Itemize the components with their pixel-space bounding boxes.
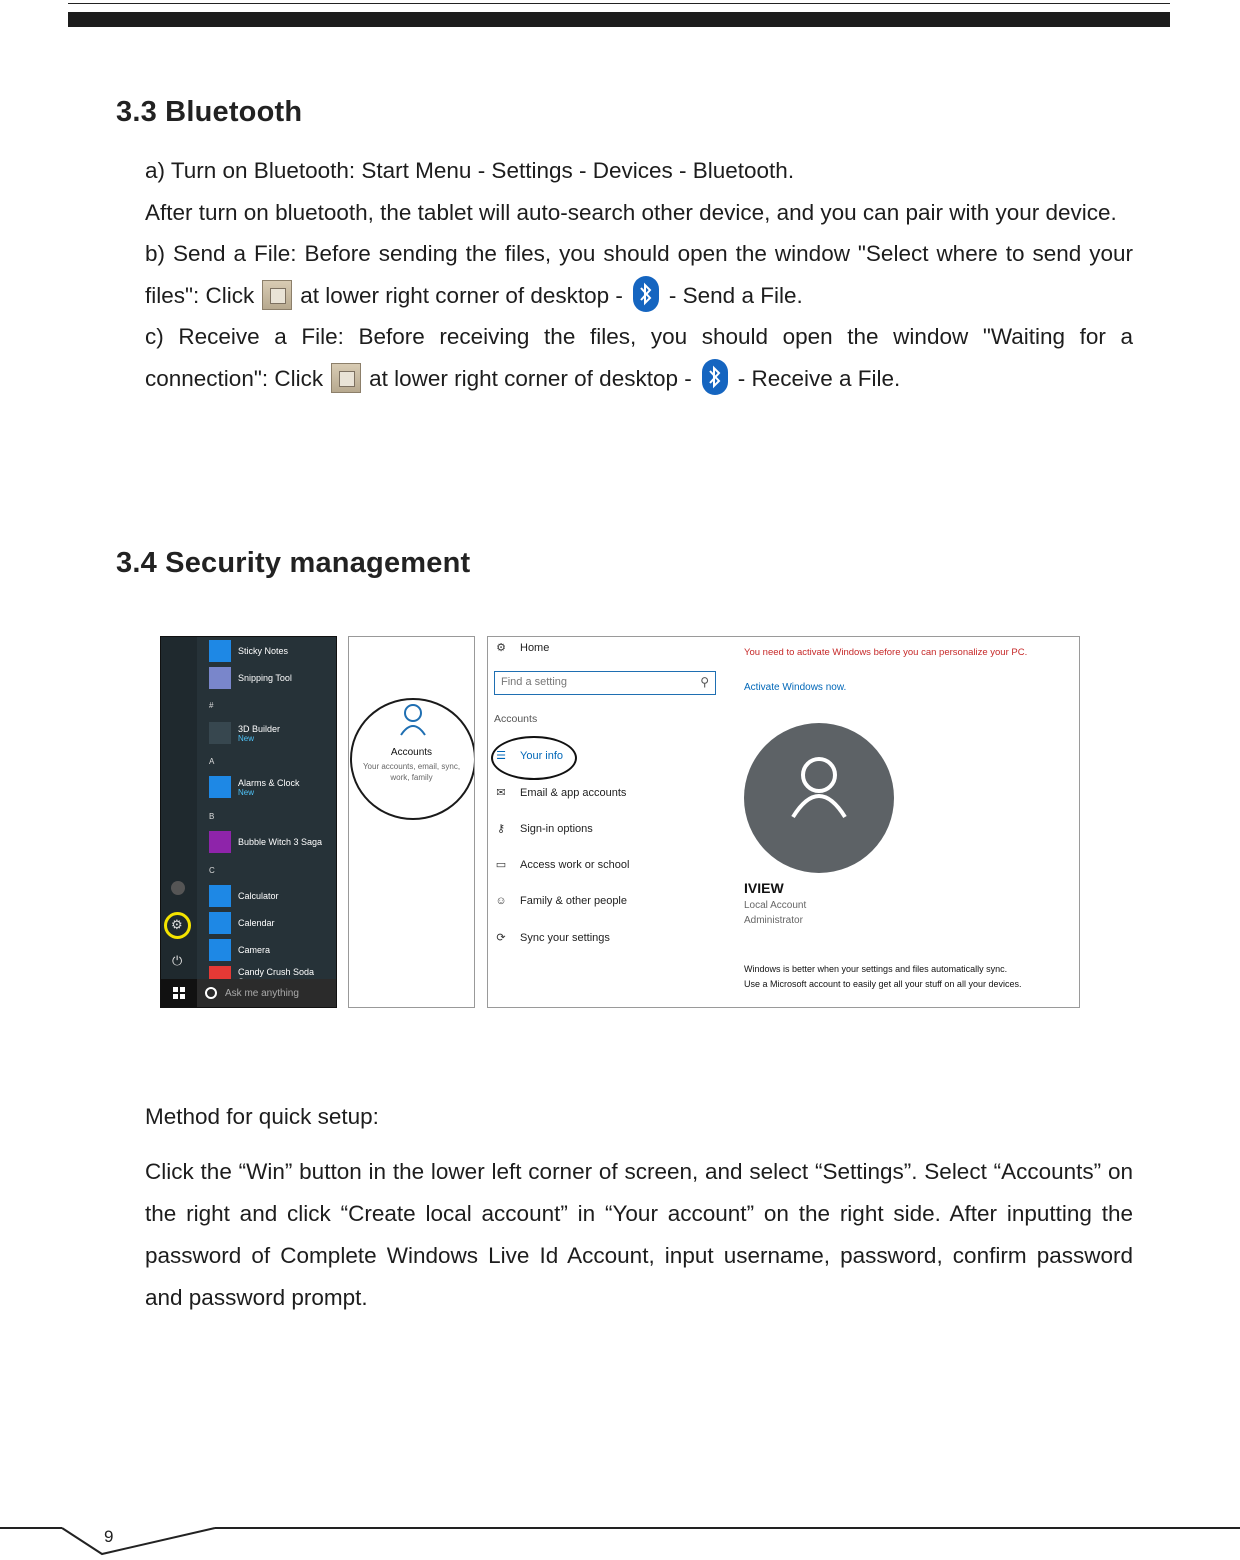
- footer-rule-right: [215, 1527, 1240, 1529]
- bluetooth-para-b-2: at lower right corner of desktop -: [300, 282, 623, 308]
- bluetooth-icon: [702, 359, 728, 395]
- person-icon: [399, 703, 427, 737]
- start-item-alarms[interactable]: Alarms & Clock New: [209, 775, 300, 799]
- sync-note-1: Windows is better when your settings and files automatically sync.: [744, 964, 1008, 974]
- windows-start-icon[interactable]: [173, 987, 185, 999]
- tray-arrow-icon: [331, 363, 361, 393]
- gear-icon: ⚙: [496, 642, 506, 654]
- alarm-clock-icon: [209, 776, 231, 798]
- bluetooth-para-b-1: b) Send a File: Before sending the files, you should open the window "Select where to send your files": Click: [145, 241, 1133, 308]
- start-item-candy-crush[interactable]: Candy Crush Soda: [209, 965, 336, 989]
- sync-note-2: Use a Microsoft account to easily get all your stuff on all your devices.: [744, 979, 1022, 989]
- letter-heading: A: [209, 757, 215, 766]
- user-silhouette-icon: [789, 755, 849, 827]
- header-rule-thin: [68, 3, 1170, 4]
- bluetooth-text: [145, 150, 1133, 399]
- activate-link[interactable]: Activate Windows now.: [744, 682, 847, 693]
- user-name: IVIEW: [744, 880, 784, 896]
- bluetooth-para-b-3: - Send a File.: [668, 282, 803, 308]
- start-item-calculator[interactable]: Calculator: [209, 884, 279, 908]
- activation-warning: You need to activate Windows before you can personalize your PC.: [744, 647, 1028, 658]
- quick-setup-para: Click the “Win” button in the lower left corner of screen, and select “Settings”. Select “Accounts” on the right and click “Create local account” in “Your account” on the right side. After inputting the password of Complete Windows Live Id Account, input username, password, confirm password and password prompt.: [145, 1159, 1133, 1310]
- nav-your-info[interactable]: ☰ Your info: [494, 749, 563, 762]
- avatar: [744, 723, 894, 873]
- find-setting-input[interactable]: Find a setting ⚲: [494, 671, 716, 695]
- header-rule-thick: [68, 12, 1170, 27]
- accounts-tile-subtitle: Your accounts, email, sync, work, family: [362, 762, 461, 782]
- bluetooth-para-a-1: a) Turn on Bluetooth: Start Menu - Settings - Devices - Bluetooth.: [145, 158, 795, 183]
- bluetooth-icon: [633, 276, 659, 312]
- bluetooth-para-c-3: - Receive a File.: [737, 365, 901, 391]
- nav-work-school[interactable]: ▭ Access work or school: [495, 858, 630, 871]
- cortana-placeholder: Ask me anything: [225, 987, 299, 999]
- search-icon: ⚲: [700, 675, 709, 689]
- start-item-sticky-notes[interactable]: Sticky Notes: [209, 639, 288, 663]
- start-item-3d-builder[interactable]: 3D Builder New: [209, 721, 280, 745]
- bluetooth-para-a-2: After turn on bluetooth, the tablet will auto-search other device, and you can pair with your device.: [145, 199, 1117, 225]
- start-item-calendar[interactable]: Calendar: [209, 911, 275, 935]
- quick-setup-title: Method for quick setup:: [145, 1104, 379, 1129]
- sticky-notes-icon: [209, 640, 231, 662]
- nav-sign-in[interactable]: ⚷ Sign-in options: [494, 822, 593, 835]
- page-number: 9: [104, 1527, 114, 1546]
- nav-home[interactable]: ⚙ Home: [494, 641, 549, 654]
- account-role: Administrator: [744, 915, 803, 926]
- account-type: Local Account: [744, 900, 807, 911]
- letter-heading: B: [209, 812, 215, 821]
- bluetooth-para-c-2: at lower right corner of desktop -: [369, 365, 692, 391]
- accounts-tile-title[interactable]: Accounts: [390, 747, 433, 758]
- mail-icon: ✉: [496, 787, 506, 799]
- settings-nav: [488, 637, 728, 1007]
- settings-highlight-circle: [164, 912, 191, 939]
- nav-family[interactable]: ☺ Family & other people: [495, 895, 627, 907]
- bluetooth-para-c-1: c) Receive a File: Before receiving the files, you should open the window "Waiting for a connection": Click: [145, 324, 1133, 391]
- accounts-tile-screenshot: [348, 636, 475, 1008]
- start-item-snipping-tool[interactable]: Snipping Tool: [209, 666, 292, 690]
- letter-heading: #: [209, 701, 214, 710]
- cortana-icon: [205, 987, 217, 999]
- letter-heading: C: [209, 866, 215, 875]
- gear-icon[interactable]: ⚙: [171, 917, 183, 932]
- calculator-icon: [209, 885, 231, 907]
- people-icon: ☺: [495, 895, 507, 907]
- game-icon: [209, 831, 231, 853]
- calendar-icon: [209, 912, 231, 934]
- quick-setup-text: [145, 1151, 1133, 1319]
- person-list-icon: ☰: [496, 750, 506, 762]
- settings-window-screenshot: [487, 636, 1080, 1008]
- footer-rule-left: [0, 1527, 62, 1529]
- settings-content: [744, 637, 1079, 1007]
- bluetooth-para-c: [145, 316, 1133, 399]
- start-item-camera[interactable]: Camera: [209, 938, 270, 962]
- start-item-bubble-witch[interactable]: Bubble Witch 3 Saga: [209, 830, 322, 854]
- your-info-highlight-circle: [491, 736, 577, 780]
- snipping-tool-icon: [209, 667, 231, 689]
- nav-group-label: Accounts: [494, 713, 538, 725]
- 3d-builder-icon: [209, 722, 231, 744]
- user-avatar-icon: [171, 881, 185, 895]
- start-menu-screenshot: [160, 636, 337, 1008]
- cortana-search[interactable]: [197, 979, 337, 1007]
- start-rail: [161, 637, 197, 1007]
- heading-security: 3.4 Security management: [116, 547, 471, 579]
- key-icon: ⚷: [496, 823, 506, 835]
- tray-arrow-icon: [262, 280, 292, 310]
- footer-tab-shape: [60, 1524, 220, 1560]
- nav-email-accounts[interactable]: ✉ Email & app accounts: [494, 786, 626, 799]
- power-icon[interactable]: ⏻: [172, 953, 183, 968]
- bluetooth-para-b: [145, 233, 1133, 316]
- camera-icon: [209, 939, 231, 961]
- briefcase-icon: ▭: [495, 859, 507, 871]
- sync-icon: ⟳: [496, 932, 506, 944]
- heading-bluetooth: 3.3 Bluetooth: [116, 96, 303, 128]
- nav-sync[interactable]: ⟳ Sync your settings: [494, 931, 610, 944]
